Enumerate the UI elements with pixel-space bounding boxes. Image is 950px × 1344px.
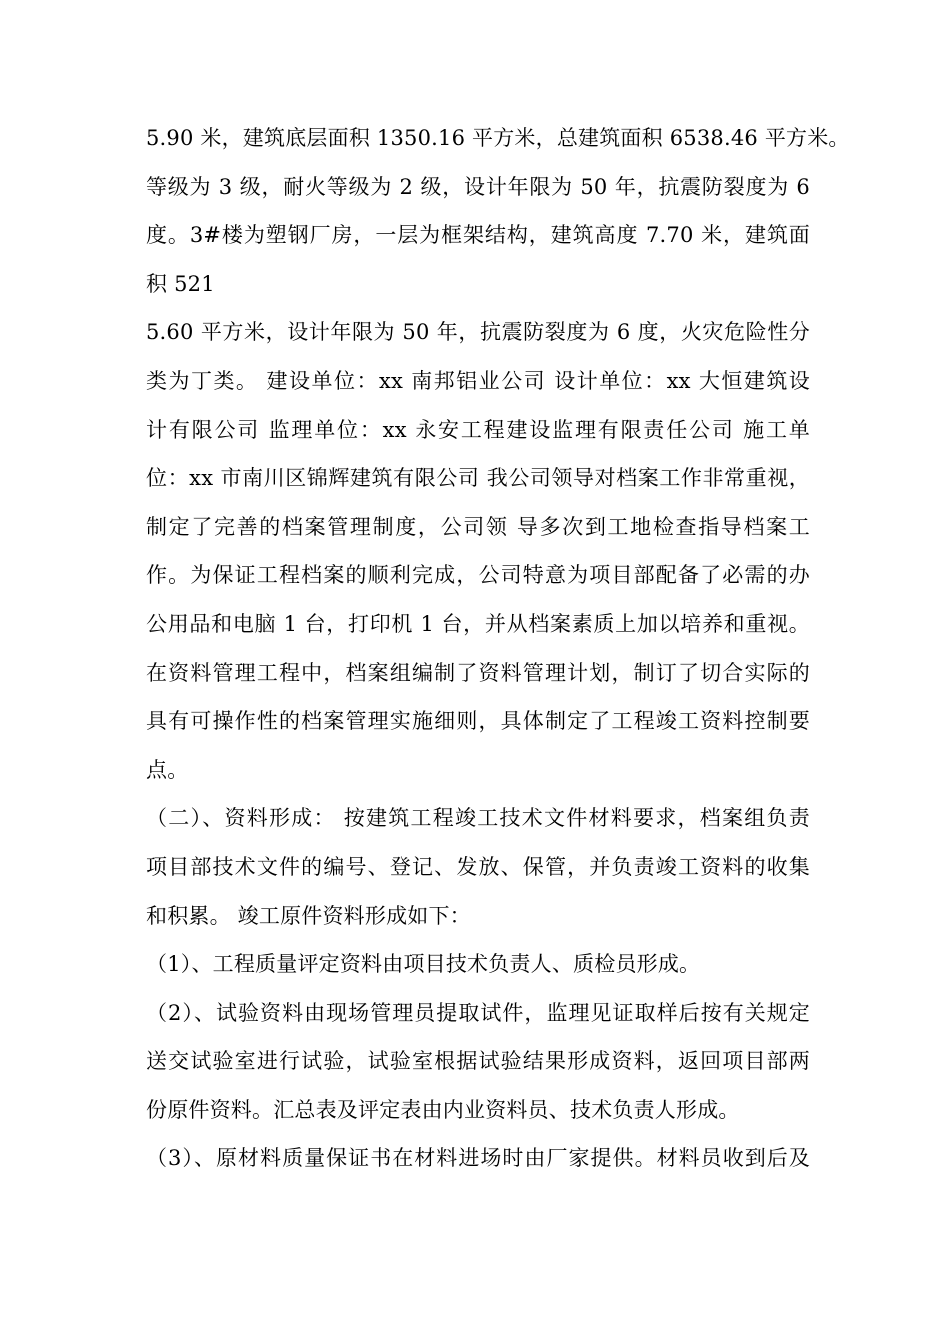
text-line: 制定了完善的档案管理制度，公司领 导多次到工地检查指导档案工 bbox=[146, 514, 810, 539]
text-line: （3）、原材料质量保证书在材料进场时由厂家提供。材料员收到后及 bbox=[146, 1146, 810, 1171]
text-line: 送交试验室进行试验，试验室根据试验结果形成资料，返回项目部两 bbox=[146, 1049, 810, 1074]
text-line: 5.60 平方米，设计年限为 50 年，抗震防裂度为 6 度，火灾危险性分 bbox=[146, 320, 810, 345]
text-line: 5.90 米，建筑底层面积 1350.16 平方米，总建筑面积 6538.46 平方米。 bbox=[146, 126, 850, 150]
text-line: 和积累。 竣工原件资料形成如下： bbox=[146, 903, 471, 928]
text-line: 作。为保证工程档案的顺利完成，公司特意为项目部配备了必需的办 bbox=[146, 563, 810, 588]
text-line: 计有限公司 监理单位：xx 永安工程建设监理有限责任公司 施工单 bbox=[146, 417, 810, 442]
text-line: （二）、资料形成： 按建筑工程竣工技术文件材料要求，档案组负责 bbox=[146, 806, 810, 831]
text-line: （1）、工程质量评定资料由项目技术负责人、质检员形成。 bbox=[146, 952, 701, 977]
text-line: 份原件资料。汇总表及评定表由内业资料员、技术负责人形成。 bbox=[146, 1097, 740, 1122]
text-line: 位：xx 市南川区锦辉建筑有限公司 我公司领导对档案工作非常重视， bbox=[146, 466, 810, 491]
text-line: 具有可操作性的档案管理实施细则，具体制定了工程竣工资料控制要 bbox=[146, 709, 810, 734]
text-line: 积 521 bbox=[146, 271, 215, 296]
text-line: 点。 bbox=[146, 757, 189, 782]
text-line: （2）、试验资料由现场管理员提取试件，监理见证取样后按有关规定 bbox=[146, 1000, 810, 1025]
text-line: 公用品和电脑 1 台，打印机 1 台，并从档案素质上加以培养和重视。 bbox=[146, 611, 810, 636]
text-line: 项目部技术文件的编号、登记、发放、保管，并负责竣工资料的收集 bbox=[146, 854, 810, 879]
text-line: 度。3#楼为塑钢厂房，一层为框架结构，建筑高度 7.70 米，建筑面 bbox=[146, 223, 810, 248]
body-text bbox=[146, 114, 850, 1183]
text-line: 在资料管理工程中，档案组编制了资料管理计划，制订了切合实际的 bbox=[146, 660, 810, 685]
text-line: 等级为 3 级，耐火等级为 2 级，设计年限为 50 年，抗震防裂度为 6 bbox=[146, 174, 810, 199]
text-line: 类为丁类。 建设单位：xx 南邦铝业公司 设计单位：xx 大恒建筑设 bbox=[146, 368, 810, 393]
